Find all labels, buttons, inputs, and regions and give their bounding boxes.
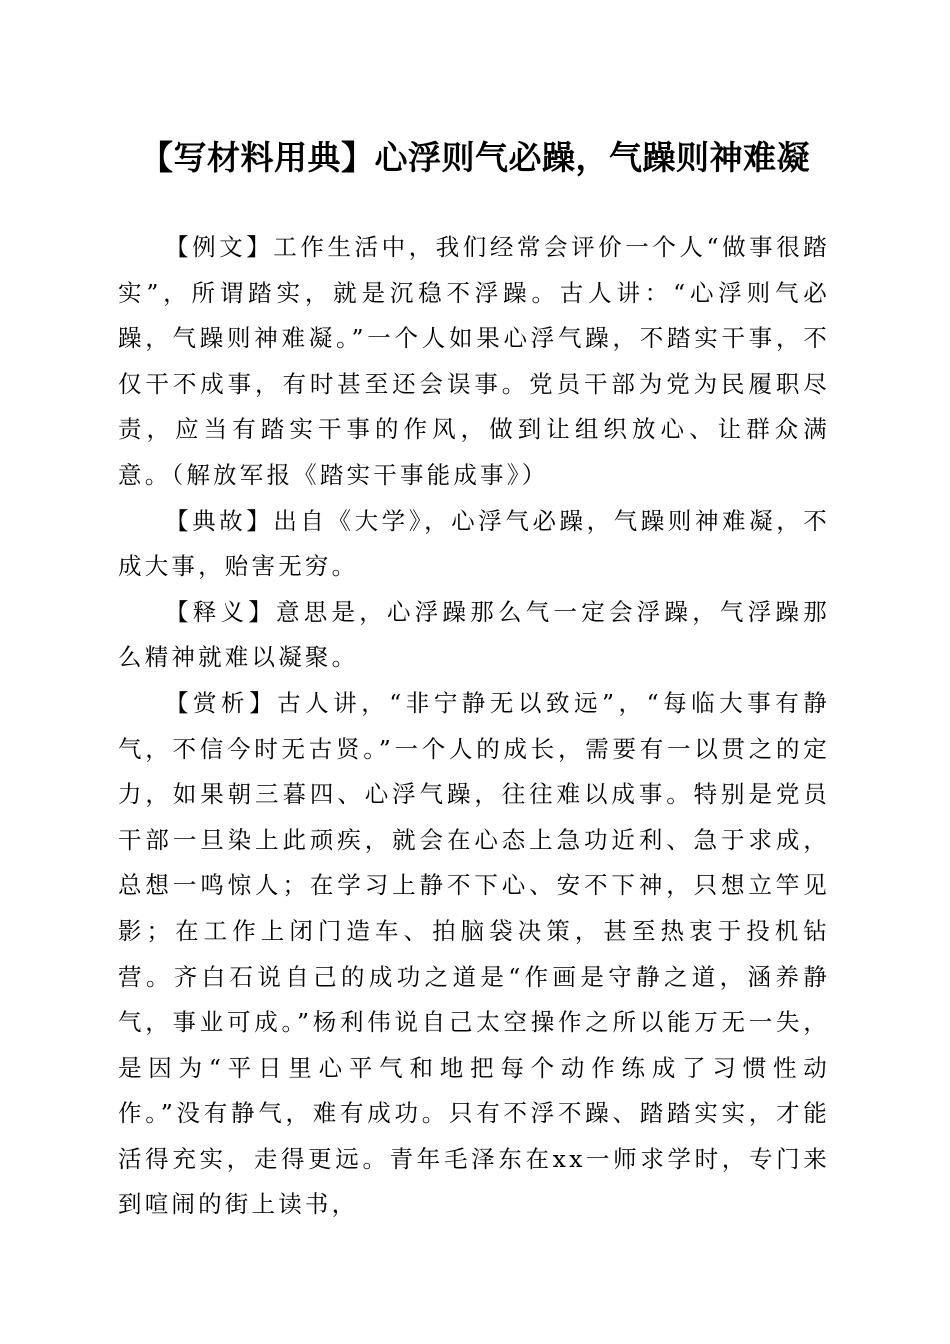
paragraph-appreciation — [118, 681, 830, 1228]
paragraph-label: 【例文】 — [165, 233, 274, 261]
paragraph-meaning — [118, 590, 830, 681]
paragraph-text: 古人讲，“非宁静无以致远”，“每临大事有静气，不信今时无古贤。”一个人的成长，需要有一以贯之的定力，如果朝三暮四、心浮气躁，往往难以成事。特别是党员干部一旦染上此顽疾，就会在心态上急功近利、急于求成，总想一鸣惊人；在学习上静不下心、安不下神，只想立竿见影；在工作上闭门造车、拍脑袋决策，甚至热衷于投机钻营。齐白石说自己的成功之道是“作画是守静之道，涵养静气，事业可成。”杨利伟说自己太空操作之所以能万无一失，是因为“平日里心平气和地把每个动作练成了习惯性动作。”没有静气，难有成功。只有不浮不躁、踏踏实实，才能活得充实，走得更远。青年毛泽东在xx一师求学时，专门来到喧闹的街上读书， — [118, 688, 830, 1219]
paragraph-example — [118, 225, 830, 499]
paragraph-allusion — [118, 499, 830, 590]
paragraph-label: 【赏析】 — [165, 688, 278, 717]
paragraph-text: 工作生活中，我们经常会评价一个人“做事很踏实”，所谓踏实，就是沉稳不浮躁。古人讲：“心浮则气必躁，气躁则神难凝。”一个人如果心浮气躁，不踏实干事，不仅干不成事，有时甚至还会误事。党员干部为党为民履职尽责，应当有踏实干事的作风，做到让组织放心、让群众满意。（解放军报《踏实干事能成事》） — [118, 233, 830, 489]
document-title: 【写材料用典】心浮则气必躁，气躁则神难凝 — [140, 138, 810, 177]
document-body — [118, 225, 830, 1228]
paragraph-text: 出自《大学》，心浮气必躁，气躁则神难凝，不成大事，贻害无穷。 — [118, 506, 830, 581]
paragraph-label: 【释义】 — [165, 597, 277, 626]
paragraph-label: 【典故】 — [165, 506, 274, 535]
paragraph-text: 意思是，心浮躁那么气一定会浮躁，气浮躁那么精神就难以凝聚。 — [118, 597, 830, 672]
